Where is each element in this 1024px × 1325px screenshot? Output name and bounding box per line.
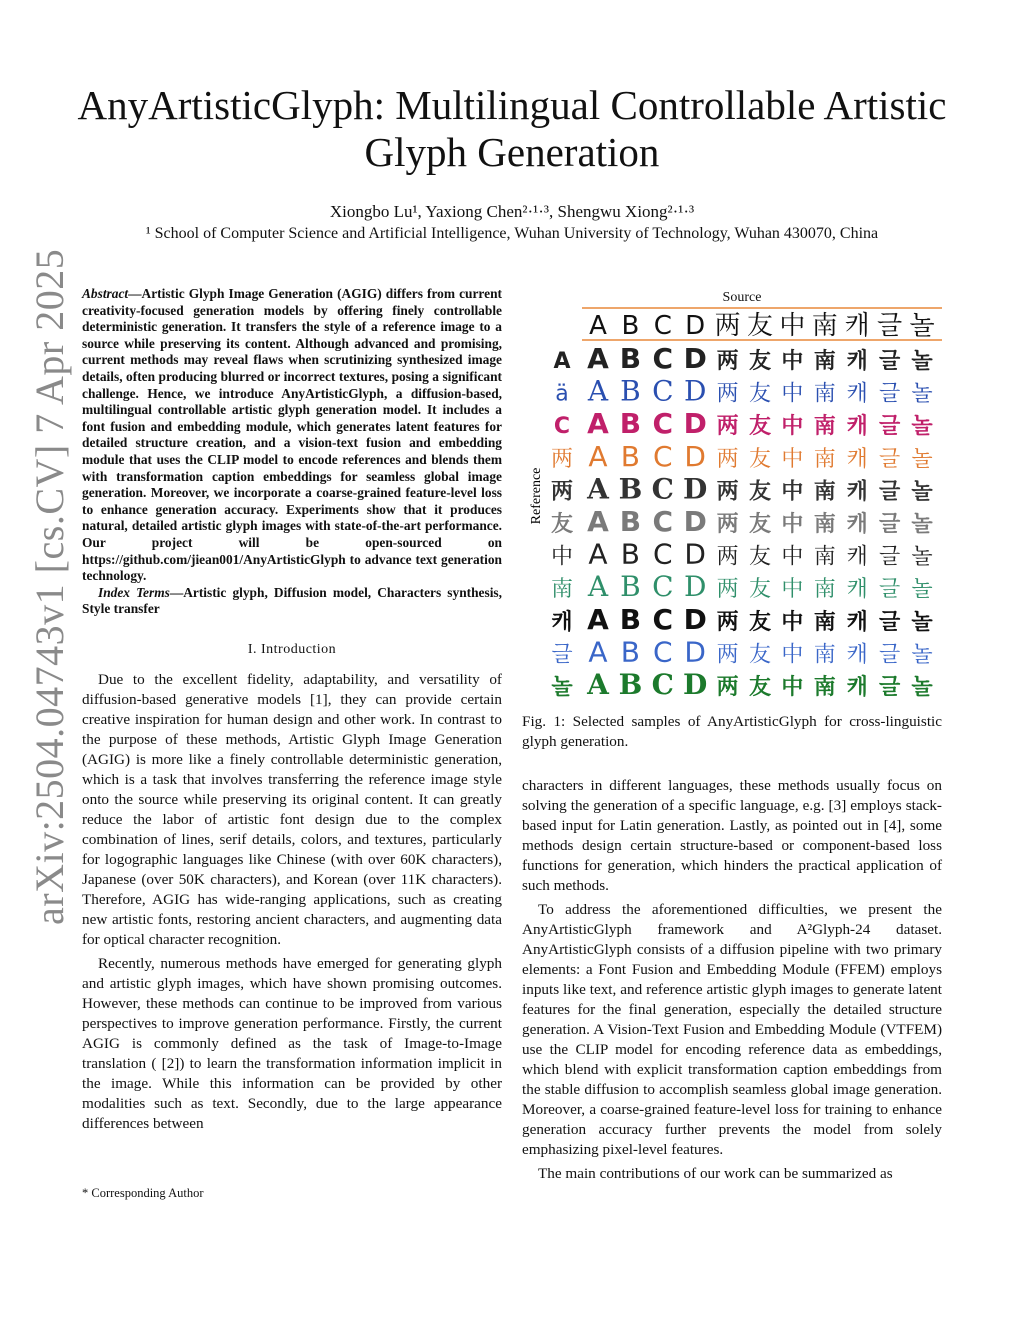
generated-glyph: C	[652, 342, 674, 375]
generated-glyph: C	[651, 472, 674, 506]
paragraph: To address the aforementioned difficulties, we present the AnyArtisticGlyph framework and A²Glyph-24 dataset. AnyArtisticGlyph consists of a diffusion pipeline with two primary elements: a Font Fusion and Embedding Module (FFEM) employs inputs like text, and reference artistic glyph images to generate latent features for the final generation, especially the detailed structure generation. A Vision-Text Fusion and Embedding Module (VTFEM) use the CLIP model for encoding reference data as embeddings, which blend with explicit transformation caption embeddings from the stable diffusion to accomplish seamless global image generation. Moreover, a coarse-grained feature-level loss for training to enhance generation accuracy further prevents the model from solely emphasizing pixel-level features.	[522, 901, 942, 1158]
generated-glyph: C	[652, 407, 674, 441]
generated-glyph: 南	[813, 414, 836, 440]
generated-glyph: C	[652, 570, 674, 604]
generated-glyph: B	[619, 342, 642, 375]
generated-glyph: 놀	[911, 349, 933, 374]
generated-glyph: 友	[748, 349, 772, 374]
generated-glyph: 글	[878, 349, 901, 374]
reference-glyph: 놀	[551, 675, 573, 700]
generated-glyph: 友	[748, 478, 772, 505]
generated-glyph: 两	[716, 512, 739, 537]
generated-glyph: D	[683, 374, 707, 408]
index-terms-label: Index Terms	[98, 584, 170, 600]
arxiv-identifier[interactable]: arXiv:2504.04743v1 [cs.CV] 7 Apr 2025	[27, 248, 72, 925]
figure-reference-label: Reference	[529, 467, 544, 525]
generated-glyph: 놀	[911, 642, 933, 668]
generated-glyph: 글	[878, 478, 901, 505]
generated-glyph: 글	[878, 544, 901, 570]
generated-glyph: 南	[813, 674, 836, 700]
generated-glyph: 놀	[911, 381, 933, 407]
generated-glyph: 캐	[846, 642, 868, 668]
paragraph: Due to the excellent fidelity, adaptability, and versatility of diffusion-based generative models [1], they can provide certain creative inspiration for human design and other work. In contrast to the purpose of these methods, Artistic Glyph Image Generation (AGIG) is more like a finely controllable deterministic generation, which is a task that involves transferring the reference image style onto the source while preserving its original content. It can greatly reduce the labor of artistic font design due to the complex combination of lines, serif details, colors, and textures, particularly for logographic languages like Chinese (with over 60K characters), Japanese (over 50K characters), and Korean (over 11K characters). Therefore, AGIG has wide-ranging applications, such as creating new artistic fonts, restoring ancient characters, and augmenting data for optical character recognition.	[82, 670, 502, 948]
generated-glyph: A	[587, 602, 609, 636]
generated-glyph: B	[620, 439, 641, 473]
footnote: * Corresponding Author	[82, 1186, 204, 1200]
generated-glyph: 캐	[846, 381, 868, 407]
generated-glyph: B	[618, 668, 643, 701]
generated-glyph: 友	[748, 674, 772, 700]
generated-glyph: 캐	[846, 349, 868, 374]
generated-glyph: 两	[716, 349, 739, 374]
reference-glyph: 两	[550, 479, 574, 505]
reference-glyph: 友	[550, 512, 574, 537]
paragraph: The main contributions of our work can be summarized as	[538, 1165, 893, 1182]
generated-glyph: 캐	[846, 512, 868, 537]
generated-glyph: D	[683, 342, 707, 375]
source-glyph: D	[685, 311, 706, 341]
generated-glyph: B	[619, 505, 642, 538]
generated-glyph: D	[684, 635, 706, 669]
figure-glyph-samples	[522, 286, 942, 706]
author-list: Xiongbo Lu¹, Yaxiong Chen²·¹·³, Shengwu Xiong²·¹·³	[329, 202, 695, 221]
generated-glyph: D	[683, 407, 707, 441]
generated-glyph: C	[653, 439, 673, 473]
generated-glyph: 놀	[911, 674, 933, 700]
reference-glyph: 캐	[551, 609, 573, 635]
reference-glyph: 南	[550, 577, 574, 603]
abstract-text: —Artistic Glyph Image Generation (AGIG) differs from current creativity-focused generation models by offering finely controllable deterministic generation. It transfers the style of a reference image to a source while preserving its content. Although advanced and promising, current methods may reveal flaws when scrutinizing synthesized image details, often producing blurred or incorrect textures, posing a significant challenge. Hence, we introduce AnyArtisticGlyph, a diffusion-based, multilingual controllable artistic glyph generation model. It includes a font fusion and embedding module, which generates latent features for detailed structure creation, and a vision-text fusion and embedding module that uses the CLIP model to encode references and blends them with transformation caption embeddings for seamless global image generation. Moreover, we incorporate a coarse-grained feature-level loss to enhance generation accuracy. Experiments show that it produces natural, detailed artistic glyph images with state-of-the-art performance. Our project will be open-sourced on https://github.com/jiean001/AnyArtisticGlyph to advance text generation technology.	[82, 286, 502, 584]
generated-glyph: 中	[781, 512, 804, 537]
generated-glyph: 놀	[911, 609, 933, 635]
generated-glyph: 两	[716, 414, 739, 440]
generated-glyph: A	[587, 342, 609, 375]
generated-glyph: 中	[781, 381, 804, 407]
generated-glyph: 中	[781, 478, 804, 505]
generated-glyph: 两	[716, 674, 739, 700]
generated-glyph: 캐	[846, 609, 868, 635]
source-glyph: 캐	[844, 311, 870, 341]
reference-glyph: A	[553, 349, 571, 374]
generated-glyph: A	[587, 668, 609, 701]
index-terms	[82, 585, 502, 618]
generated-glyph: A	[587, 407, 609, 441]
generated-glyph: 글	[878, 674, 901, 700]
generated-glyph: 글	[878, 577, 901, 603]
generated-glyph: 南	[813, 544, 836, 570]
generated-glyph: C	[652, 505, 674, 538]
generated-glyph: 놀	[911, 577, 933, 603]
generated-glyph: 两	[716, 544, 739, 570]
generated-glyph: A	[587, 570, 609, 604]
generated-glyph: 글	[878, 642, 901, 668]
generated-glyph: 南	[813, 512, 836, 537]
generated-glyph: D	[683, 602, 707, 636]
generated-glyph: A	[588, 635, 608, 669]
generated-glyph: 友	[748, 642, 772, 668]
paragraph: Recently, numerous methods have emerged for generating glyph and artistic glyph images, which have shown promising outcomes. However, these methods can continue to be improved from various perspectives to improve generation performance. Firstly, the current AGIG is commonly defined as the task of Image-to-Image translation ( [2]) to learn the transformation information implicit in the image. While this information can be provided by other modalities such as text. Secondly, due to the large appearance differences between	[82, 954, 502, 1132]
abstract	[82, 286, 502, 585]
generated-glyph: 글	[878, 446, 901, 472]
source-glyph: 中	[779, 311, 806, 341]
generated-glyph: B	[620, 537, 641, 571]
generated-glyph: 友	[748, 544, 772, 570]
index-terms-text: —Artistic glyph, Diffusion model, Characters synthesis, Style transfer	[82, 584, 502, 617]
generated-glyph: B	[618, 472, 643, 506]
generated-glyph: 글	[878, 414, 901, 440]
generated-glyph: 友	[748, 577, 772, 603]
source-glyph: 놀	[909, 311, 935, 341]
generated-glyph: A	[588, 439, 608, 473]
abstract-label: Abstract	[82, 286, 129, 301]
affiliation: ¹ School of Computer Science and Artificial Intelligence, Wuhan University of Technology, Wuhan 430070, China	[145, 225, 879, 242]
generated-glyph: 中	[781, 349, 804, 374]
generated-glyph: 南	[813, 609, 836, 635]
generated-glyph: D	[683, 505, 707, 538]
source-glyph: B	[621, 311, 640, 341]
source-glyph: 两	[714, 311, 741, 341]
generated-glyph: C	[651, 668, 674, 701]
generated-glyph: 中	[781, 414, 804, 440]
generated-glyph: 놀	[911, 544, 933, 570]
generated-glyph: D	[683, 570, 707, 604]
generated-glyph: 中	[781, 544, 804, 570]
generated-glyph: 南	[813, 577, 836, 603]
generated-glyph: 中	[781, 642, 804, 668]
generated-glyph: 南	[813, 381, 836, 407]
generated-glyph: 两	[716, 609, 739, 635]
generated-glyph: C	[652, 374, 674, 408]
generated-glyph: A	[587, 505, 609, 538]
generated-glyph: 캐	[846, 446, 868, 472]
source-glyph: 友	[746, 311, 774, 341]
generated-glyph: B	[620, 570, 641, 604]
section-heading: I. Introduction	[247, 641, 337, 657]
generated-glyph: C	[653, 537, 673, 571]
generated-glyph: 中	[781, 674, 804, 700]
generated-glyph: 글	[878, 609, 901, 635]
generated-glyph: 캐	[846, 414, 868, 440]
generated-glyph: 中	[781, 446, 804, 472]
generated-glyph: 글	[878, 381, 901, 407]
generated-glyph: D	[683, 668, 708, 701]
source-glyph: A	[589, 311, 607, 341]
generated-glyph: 两	[716, 381, 739, 407]
reference-glyph: ä	[555, 381, 569, 407]
generated-glyph: 两	[716, 642, 739, 668]
source-glyph: C	[653, 311, 672, 341]
generated-glyph: 놀	[911, 414, 933, 440]
right-column	[522, 286, 942, 752]
paragraph: characters in different languages, these methods usually focus on solving the generation of a specific language, e.g. [3] employs stack-based input for Latin generation. Lastly, as pointed out in [4], some methods design certain structure-based or component-based loss functions for generation, which hinders the practical application of such methods.	[522, 777, 942, 894]
generated-glyph: B	[620, 635, 641, 669]
figure-caption: Fig. 1: Selected samples of AnyArtisticGlyph for cross-linguistic glyph generation.	[522, 713, 942, 750]
left-column	[82, 286, 502, 1134]
generated-glyph: D	[683, 472, 708, 506]
generated-glyph: B	[620, 374, 641, 408]
source-glyph: 글	[877, 311, 903, 341]
reference-glyph: 两	[550, 446, 574, 472]
generated-glyph: 中	[781, 577, 804, 603]
generated-glyph: A	[587, 374, 609, 408]
generated-glyph: B	[619, 602, 642, 636]
generated-glyph: 캐	[846, 674, 868, 700]
generated-glyph: 两	[716, 577, 739, 603]
generated-glyph: 글	[878, 512, 901, 537]
generated-glyph: D	[684, 439, 706, 473]
generated-glyph: 南	[813, 478, 836, 505]
generated-glyph: 南	[813, 446, 836, 472]
generated-glyph: 友	[748, 512, 772, 537]
generated-glyph: 友	[748, 381, 772, 407]
reference-glyph: 中	[550, 544, 574, 570]
source-glyph: 南	[811, 311, 838, 341]
generated-glyph: C	[653, 635, 673, 669]
generated-glyph: 놀	[911, 446, 933, 472]
generated-glyph: A	[588, 537, 608, 571]
right-body-text	[522, 776, 942, 1184]
generated-glyph: 南	[813, 642, 836, 668]
generated-glyph: A	[587, 472, 609, 506]
generated-glyph: 中	[781, 609, 804, 635]
generated-glyph: 友	[748, 414, 772, 440]
generated-glyph: 놀	[911, 512, 933, 537]
generated-glyph: 캐	[846, 577, 868, 603]
generated-glyph: 两	[716, 446, 739, 472]
generated-glyph: D	[684, 537, 706, 571]
generated-glyph: 友	[748, 446, 772, 472]
paper-title: AnyArtisticGlyph: Multilingual Controllable Artistic Glyph Generation	[77, 82, 947, 175]
generated-glyph: 南	[813, 349, 836, 374]
generated-glyph: 놀	[911, 478, 933, 505]
generated-glyph: 캐	[846, 544, 868, 570]
reference-glyph: C	[553, 414, 571, 440]
generated-glyph: 友	[748, 609, 772, 635]
glyph-grid	[522, 286, 942, 706]
generated-glyph: 캐	[846, 478, 868, 505]
generated-glyph: 两	[716, 478, 739, 505]
generated-glyph: B	[619, 407, 642, 441]
reference-glyph: 글	[551, 642, 573, 668]
figure-source-label: Source	[722, 290, 762, 305]
generated-glyph: C	[652, 602, 674, 636]
